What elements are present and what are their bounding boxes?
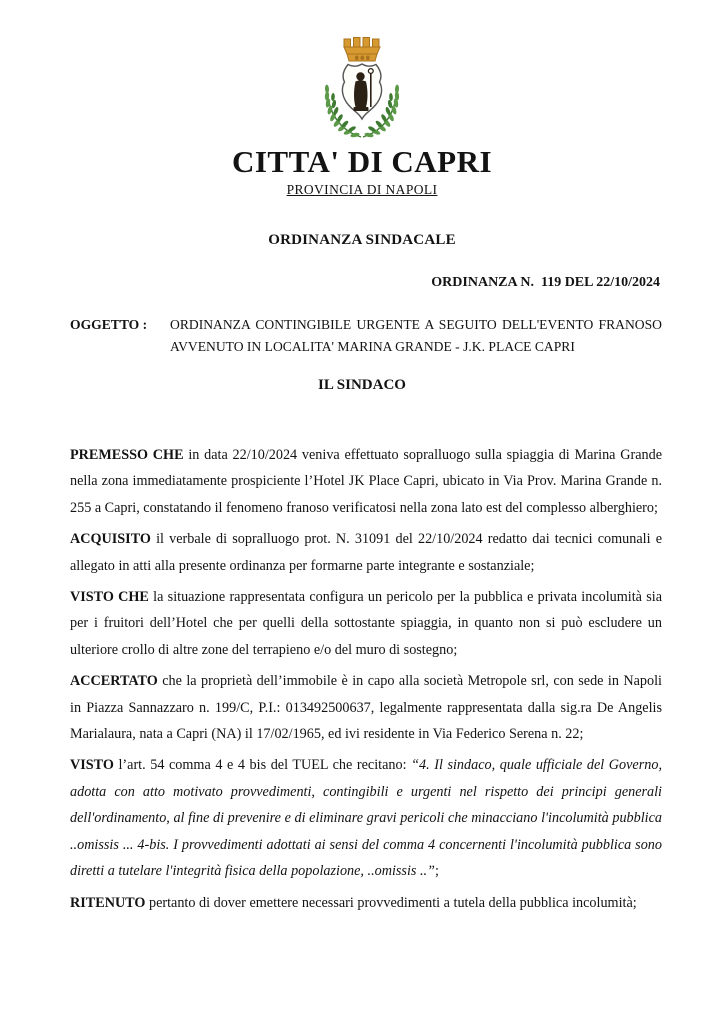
paragraph-lead: PREMESSO CHE bbox=[70, 447, 184, 463]
paragraph-text: l’art. 54 comma 4 e 4 bis del TUEL che recitano: bbox=[118, 757, 412, 774]
paragraph-lead: VISTO bbox=[70, 757, 114, 774]
province-name-text: PROVINCIA DI NAPOLI bbox=[286, 182, 438, 197]
mural-crown-icon bbox=[344, 38, 380, 62]
capri-coat-of-arms-icon bbox=[314, 35, 410, 141]
paragraph-visto-che bbox=[70, 584, 662, 663]
document-body bbox=[70, 442, 662, 921]
paragraph-lead: ACQUISITO bbox=[70, 531, 151, 548]
paragraph-text: in data 22/10/2024 veniva effettuato sopralluogo sulla spiaggia di Marina Grande nella zona immediatamente prospiciente l’Hotel JK Place Capri, ubicato in Via Prov. Marina Grande n. 255 a Capri, constatando il fenomeno franoso verificatosi nella zona lato est del complesso alberghiero; bbox=[70, 447, 662, 516]
paragraph-text: il verbale di sopralluogo prot. N. 31091 del 22/10/2024 redatto dai tecnici comunali e allegato in atti alla presente ordinanza per formarne parte integrante e sostanziale; bbox=[70, 531, 663, 574]
ordinance-reference: ORDINANZA N. 119 DEL 22/10/2024 bbox=[431, 275, 660, 290]
subject-block bbox=[70, 314, 662, 357]
paragraph-text: che la proprietà dell’immobile è in capo alla società Metropole srl, con sede in Napoli in Piazza Sannazzaro n. 199/C, P.I.: 013492500637, legalmente rappresentata dalla sig.ra De Angelis Marialaura, nata a Capri (NA) il 17/02/1965, ed ivi residente in Via Federico Serena n. 22; bbox=[70, 673, 662, 743]
paragraph-ritenuto bbox=[70, 890, 662, 916]
paragraph-lead: ACCERTATO bbox=[70, 673, 158, 690]
paragraph-visto-tuel bbox=[70, 752, 662, 884]
paragraph-text: la situazione rappresentata configura un pericolo per la pubblica e privata incolumità sia per i fruitori dell’Hotel che per quelli della sottostante spiaggia, in quanto non si può escludere un ulteriore crollo di altre zone del terrapieno e/o del muro di sostegno; bbox=[70, 589, 662, 658]
subject-text: ORDINANZA CONTINGIBILE URGENTE A SEGUITO DELL'EVENTO FRANOSO AVVENUTO IN LOCALITA' MARINA GRANDE - J.K. PLACE CAPRI bbox=[170, 317, 662, 354]
document-title: ORDINANZA SINDACALE bbox=[268, 232, 456, 248]
section-heading-il-sindaco: IL SINDACO bbox=[318, 377, 406, 393]
city-name: CITTA' DI CAPRI bbox=[231, 144, 493, 179]
paragraph-premesso bbox=[70, 442, 662, 521]
paragraph-suffix: ; bbox=[434, 863, 439, 880]
paragraph-lead: VISTO CHE bbox=[70, 589, 149, 606]
paragraph-text: pertanto di dover emettere necessari provvedimenti a tutela della pubblica incolumità; bbox=[148, 894, 637, 911]
paragraph-quote: “4. Il sindaco, quale ufficiale del Governo, adotta con atto motivato provvedimenti, contingibili e urgenti nel rispetto dei principi generali dell'ordinamento, al fine di prevenire e di eliminare gravi pericoli che minacciano l'incolumità pubblica ..omissis ... 4-bis. I provvedimenti adottati ai sensi del comma 4 concernenti l'incolumità pubblica sono diretti a tutelare l'integrità fisica della popolazione, ..omissis ..” bbox=[70, 757, 662, 880]
province-name bbox=[0, 183, 724, 197]
paragraph-acquisito bbox=[70, 526, 662, 579]
paragraph-lead: RITENUTO bbox=[70, 894, 146, 911]
paragraph-accertato bbox=[70, 668, 662, 747]
subject-label: OGGETTO : bbox=[70, 317, 148, 332]
